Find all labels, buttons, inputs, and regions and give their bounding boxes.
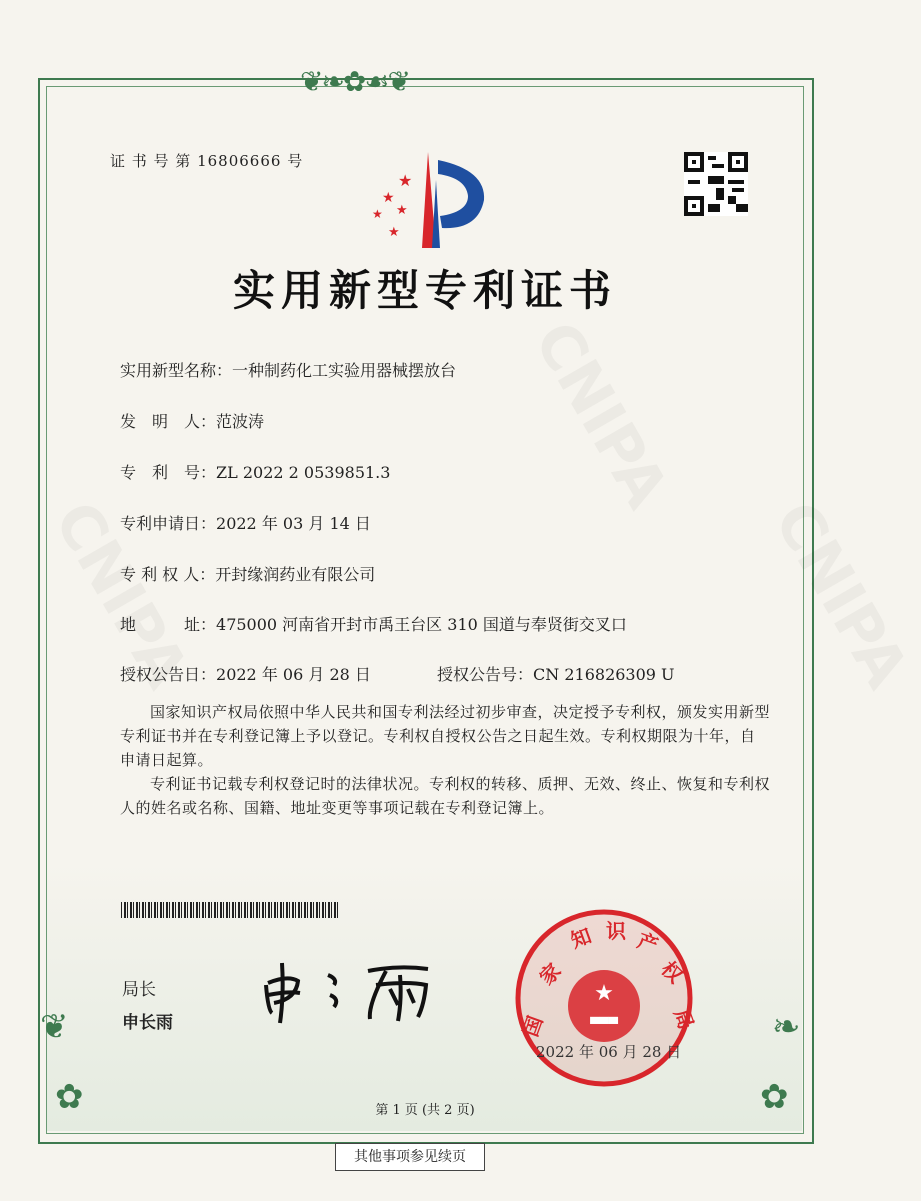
field-label: 专 利 号： xyxy=(120,463,217,482)
seal-date: 2022 年 06 月 28 日 xyxy=(536,1043,682,1061)
svg-text:★: ★ xyxy=(372,207,383,221)
svg-text:★: ★ xyxy=(382,190,395,206)
svg-text:产: 产 xyxy=(634,928,662,958)
field-label: 专 利 权 人： xyxy=(120,565,216,584)
barcode xyxy=(121,902,339,918)
continuation-note: 其他事项参见续页 xyxy=(335,1143,485,1171)
page-indicator: 第 1 页 (共 2 页) xyxy=(375,1103,475,1118)
qr-code xyxy=(684,152,748,216)
field-label: 地 址： xyxy=(120,615,217,634)
svg-text:识: 识 xyxy=(606,919,626,943)
field-patent-number xyxy=(120,460,390,483)
svg-text:知: 知 xyxy=(567,923,595,953)
cnipa-logo xyxy=(366,150,490,250)
svg-text:★: ★ xyxy=(398,171,413,190)
signatory-title: 局长 xyxy=(122,980,156,1000)
field-label: 发 明 人： xyxy=(120,412,217,431)
field-patentee xyxy=(120,562,375,585)
corner-ornament-left-bottom: ✿ xyxy=(55,1077,84,1117)
signatory-name: 申长雨 xyxy=(122,1013,173,1033)
corner-ornament-right: ❧ xyxy=(772,1007,801,1047)
field-label: 实用新型名称： xyxy=(120,361,233,380)
corner-ornament-left: ❦ xyxy=(40,1007,69,1047)
svg-text:★: ★ xyxy=(396,203,408,218)
top-ornament: ❦❧✿☙❦ xyxy=(300,65,409,98)
field-announcement-number xyxy=(437,662,675,685)
field-address xyxy=(120,612,627,635)
svg-text:国: 国 xyxy=(518,1012,548,1040)
field-value: 一种制药化工实验用器械摆放台 xyxy=(232,361,457,380)
field-value: 开封缘润药业有限公司 xyxy=(215,565,376,584)
field-value: 范波涛 xyxy=(216,412,265,431)
certificate-number: 证 书 号 第 16806666 号 xyxy=(110,152,304,170)
field-value: 2022 年 03 月 14 日 xyxy=(216,514,371,533)
signature xyxy=(258,955,438,1025)
field-inventor xyxy=(120,409,264,432)
field-label: 专利申请日： xyxy=(120,514,217,533)
svg-text:家: 家 xyxy=(534,958,566,990)
field-label: 授权公告日： xyxy=(120,665,217,684)
corner-ornament-right-bottom: ✿ xyxy=(760,1077,789,1117)
page-title: 实用新型专利证书 xyxy=(232,266,617,315)
svg-text:★: ★ xyxy=(594,981,614,1006)
field-value: CN 216826309 U xyxy=(533,665,675,684)
svg-text:局: 局 xyxy=(669,1005,699,1033)
statement-paragraph: 专利证书记载专利权登记时的法律状况。专利权的转移、质押、无效、终止、恢复和专利权人的姓名或名称、国籍、地址变更等事项记载在专利登记簿上。 xyxy=(120,775,771,817)
field-grant-date xyxy=(120,662,371,685)
svg-text:★: ★ xyxy=(388,225,400,240)
field-application-date xyxy=(120,511,371,534)
field-label: 授权公告号： xyxy=(437,665,534,684)
statement-paragraph: 国家知识产权局依照中华人民共和国专利法经过初步审查，决定授予专利权，颁发实用新型专利证书并在专利登记簿上予以登记。专利权自授权公告之日起生效。专利权期限为十年，自申请日起算。 xyxy=(120,703,771,769)
field-value: 475000 河南省开封市禹王台区 310 国道与奉贤街交叉口 xyxy=(216,615,627,634)
field-name xyxy=(120,358,456,381)
statement xyxy=(120,700,770,820)
svg-text:权: 权 xyxy=(656,956,688,988)
svg-text:▀▀▀: ▀▀▀ xyxy=(590,1017,618,1031)
field-value: ZL 2022 2 0539851.3 xyxy=(216,463,391,482)
field-value: 2022 年 06 月 28 日 xyxy=(216,665,371,684)
